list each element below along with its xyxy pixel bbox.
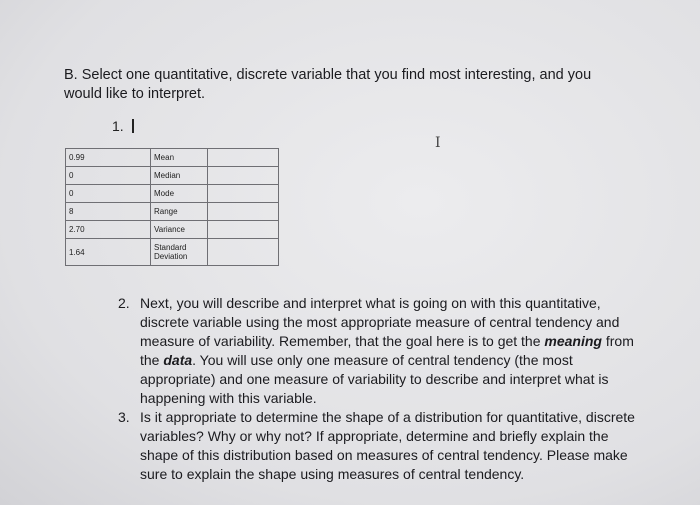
stat-blank [208, 221, 279, 239]
table-row [66, 185, 279, 203]
table-row [66, 203, 279, 221]
stat-label: Median [151, 167, 208, 185]
item-text [140, 294, 638, 408]
stat-label: Mode [151, 185, 208, 203]
item-number: 3. [118, 409, 130, 425]
stat-value: 0 [66, 185, 151, 203]
stat-label: Mean [151, 149, 208, 167]
stat-blank [208, 167, 279, 185]
stat-blank [208, 185, 279, 203]
ibeam-cursor-icon: I [435, 135, 441, 151]
text-caret [132, 119, 134, 133]
item-text: Is it appropriate to determine the shape of a distribution for quantitative, discrete variables? Why or why not? If appropriate, determine and briefly explain the shape of this distribution based on measures of central tendency. Please make sure to explain the shape using measures of central tendency. [140, 409, 635, 482]
stat-blank [208, 149, 279, 167]
stat-label: Range [151, 203, 208, 221]
stat-value: 1.64 [66, 239, 151, 266]
question-list [118, 294, 638, 484]
table-row [66, 149, 279, 167]
emphasis-meaning: meaning [544, 333, 602, 349]
stat-value: 0.99 [66, 149, 151, 167]
list-item [118, 408, 638, 484]
list-item [118, 294, 638, 408]
item-text-part: from the [140, 333, 634, 368]
stat-value: 2.70 [66, 221, 151, 239]
stat-label: Variance [151, 221, 208, 239]
stat-label: Standard Deviation [151, 239, 208, 266]
stat-value: 8 [66, 203, 151, 221]
stat-blank [208, 239, 279, 266]
emphasis-data: data [163, 352, 193, 368]
statistics-table [65, 148, 279, 266]
stat-blank [208, 203, 279, 221]
table-row [66, 239, 279, 266]
question-heading: B. Select one quantitative, discrete variable that you find most interesting, and you would like to interpret. [64, 67, 592, 102]
table-row [66, 167, 279, 185]
item-number: 2. [118, 295, 130, 311]
stat-value: 0 [66, 167, 151, 185]
table-row [66, 221, 279, 239]
item-text-part: Next, you will describe and interpret what is going on with this quantitative, discrete variable using the most appropriate measure of central tendency and measure of variability. Remember, that the goal here is to get the [140, 295, 620, 349]
item-text-part: . You will use only one measure of central tendency (the most appropriate) and one measure of variability to describe and interpret what is happening with this variable. [140, 352, 609, 406]
list-number-1: 1. [112, 118, 124, 134]
